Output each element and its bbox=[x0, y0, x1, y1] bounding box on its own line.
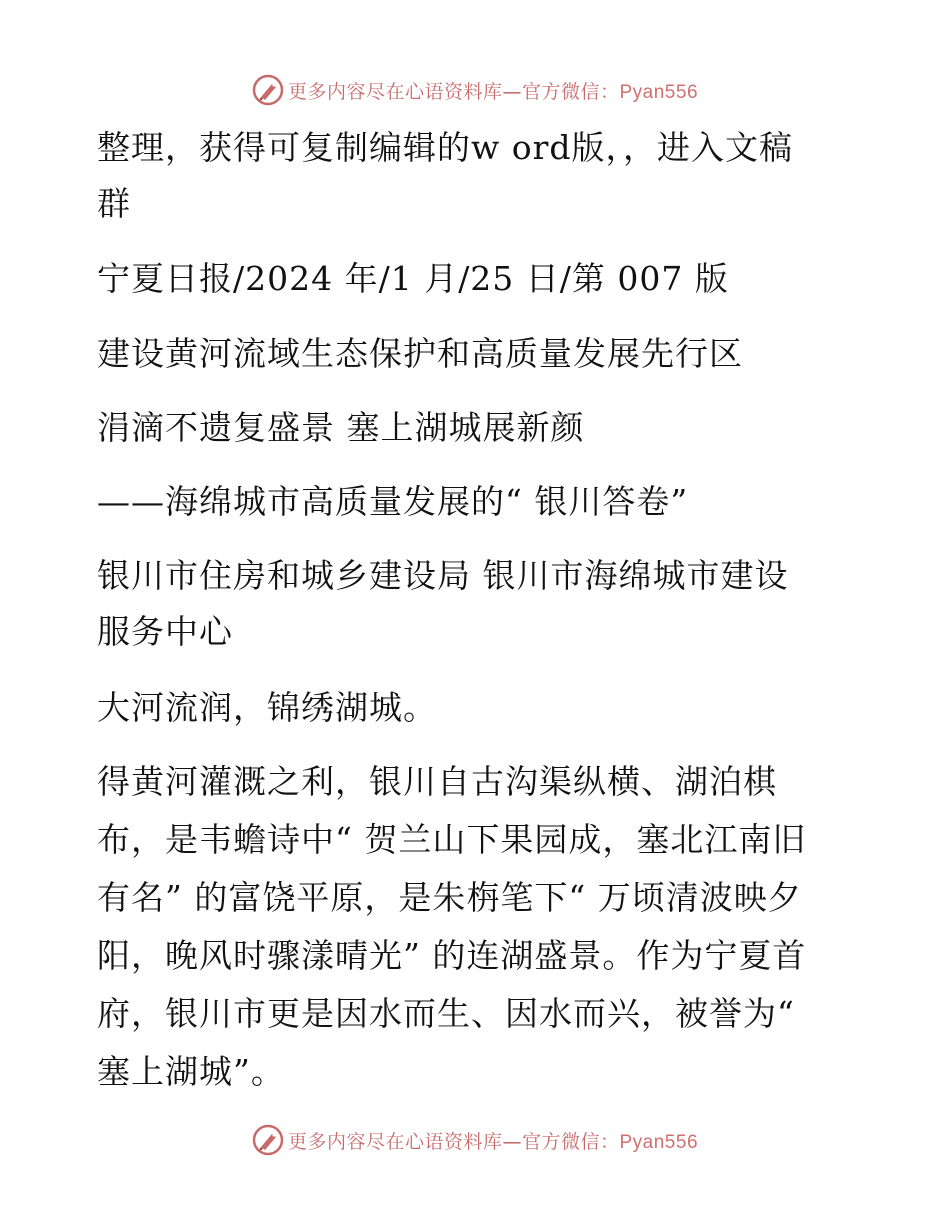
doc-line-intro-cont: 群 bbox=[97, 184, 131, 223]
doc-line-headline: 涓滴不遗复盛景 塞上湖城展新颜 bbox=[97, 408, 585, 447]
watermark-wechat-id: Pyan556 bbox=[619, 1131, 699, 1153]
watermark-text bbox=[288, 77, 698, 104]
doc-line-lead: 大河流润，锦绣湖城。 bbox=[97, 688, 437, 727]
footer-watermark-banner bbox=[0, 1122, 950, 1158]
watermark-brand: 更多内容尽在心语资料库 bbox=[287, 80, 503, 103]
watermark-text bbox=[288, 1127, 698, 1154]
pen-logo-icon bbox=[252, 1124, 284, 1156]
watermark-brand: 更多内容尽在心语资料库 bbox=[287, 1130, 503, 1153]
pen-logo-icon bbox=[252, 74, 284, 106]
doc-line-subheadline: ——海绵城市高质量发展的“ 银川答卷” bbox=[97, 482, 689, 521]
doc-line-kicker: 建设黄河流域生态保护和高质量发展先行区 bbox=[97, 334, 743, 373]
watermark-wechat-label: 官方微信： bbox=[521, 80, 620, 103]
doc-line-para-5: 府，银川市更是因水而生、因水而兴，被誉为“ bbox=[97, 994, 795, 1033]
watermark-dash: — bbox=[502, 1130, 522, 1153]
doc-line-para-4: 阳，晚风时骤漾晴光” 的连湖盛景。作为宁夏首 bbox=[97, 936, 807, 975]
watermark-dash: — bbox=[502, 80, 522, 103]
doc-line-para-2: 布，是韦蟾诗中“ 贺兰山下果园成，塞北江南旧 bbox=[97, 820, 807, 859]
doc-line-author-cont: 服务中心 bbox=[97, 612, 233, 651]
watermark-wechat-id: Pyan556 bbox=[619, 81, 699, 103]
watermark-wechat-label: 官方微信： bbox=[521, 1130, 620, 1153]
header-watermark-banner bbox=[0, 72, 950, 108]
doc-line-para-3: 有名” 的富饶平原，是朱栴笔下“ 万顷清波映夕 bbox=[97, 878, 802, 917]
doc-line-para-6: 塞上湖城”。 bbox=[97, 1052, 285, 1091]
doc-line-source: 宁夏日报/2024 年/1 月/25 日/第 007 版 bbox=[97, 259, 729, 298]
doc-line-intro: 整理，获得可复制编辑的w ord版，，进入文稿 bbox=[97, 128, 794, 167]
doc-line-author: 银川市住房和城乡建设局 银川市海绵城市建设 bbox=[97, 556, 789, 595]
doc-line-para-1: 得黄河灌溉之利，银川自古沟渠纵横、湖泊棋 bbox=[97, 762, 777, 801]
